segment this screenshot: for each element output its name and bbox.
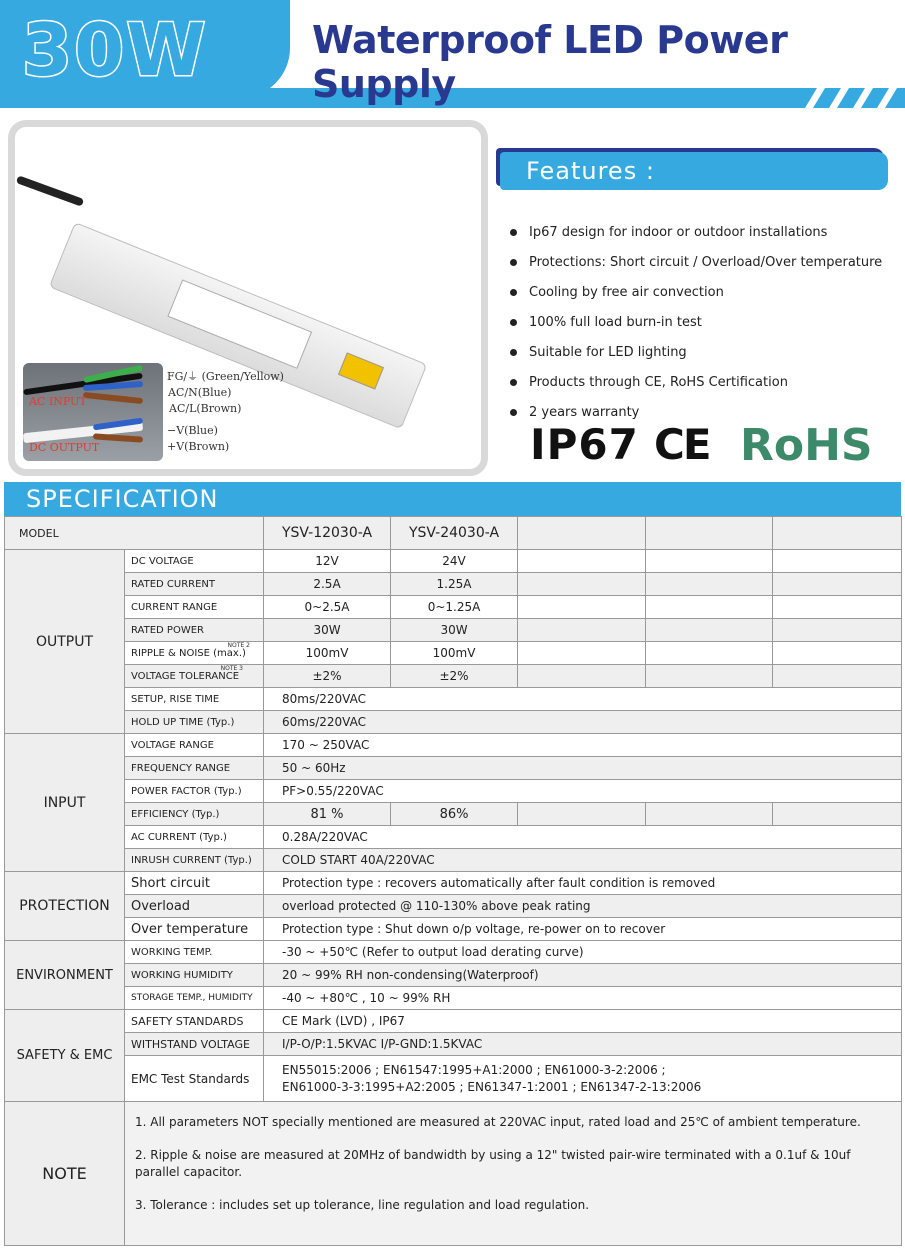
legend-ac-neutral: AC/N(Blue): [168, 386, 232, 399]
param-value: Protection type : recovers automatically after fault condition is removed: [264, 872, 902, 895]
empty-cell: [646, 665, 773, 688]
empty-cell: [518, 642, 646, 665]
param-label: DC VOLTAGE: [125, 550, 264, 573]
legend-dc-positive: +V(Brown): [167, 440, 230, 453]
dc-positive-wire-image: [93, 433, 143, 442]
psu-label-image: [167, 279, 312, 369]
live-wire-image: [83, 392, 143, 404]
param-value: [264, 1056, 902, 1102]
param-value: 30W: [391, 619, 518, 642]
param-value: 81 %: [264, 803, 391, 826]
param-label: RATED POWER: [125, 619, 264, 642]
table-row: [5, 1010, 902, 1033]
safety-group-label: SAFETY & EMC: [5, 1010, 125, 1102]
features-tab: [500, 152, 888, 190]
table-row: [5, 918, 902, 941]
table-row: [5, 849, 902, 872]
param-value: COLD START 40A/220VAC: [264, 849, 902, 872]
specification-title: SPECIFICATION: [26, 485, 219, 513]
table-row: [5, 665, 902, 688]
empty-cell: [646, 619, 773, 642]
header: [0, 0, 905, 110]
param-label: EFFICIENCY (Typ.): [125, 803, 264, 826]
param-label: STORAGE TEMP., HUMIDITY: [125, 987, 264, 1010]
output-group-label: OUTPUT: [5, 550, 125, 734]
param-value: 80ms/220VAC: [264, 688, 902, 711]
param-value: overload protected @ 110-130% above peak rating: [264, 895, 902, 918]
param-value: -30 ~ +50℃ (Refer to output load derating curve): [264, 941, 902, 964]
empty-cell: [518, 550, 646, 573]
empty-cell: [646, 517, 773, 550]
param-label: WITHSTAND VOLTAGE: [125, 1033, 264, 1056]
feature-item: Products through CE, RoHS Certification: [508, 368, 898, 398]
param-label: FREQUENCY RANGE: [125, 757, 264, 780]
empty-cell: [518, 573, 646, 596]
empty-cell: [773, 803, 902, 826]
empty-cell: [773, 517, 902, 550]
param-label: Over temperature: [125, 918, 264, 941]
empty-cell: [518, 665, 646, 688]
table-row: [5, 550, 902, 573]
param-label: SAFETY STANDARDS: [125, 1010, 264, 1033]
dc-output-label: DC OUTPUT: [29, 441, 100, 454]
protection-group-label: PROTECTION: [5, 872, 125, 941]
empty-cell: [518, 619, 646, 642]
param-value: 60ms/220VAC: [264, 711, 902, 734]
param-label: Overload: [125, 895, 264, 918]
note-group-label: NOTE: [5, 1102, 125, 1246]
feature-item: Ip67 design for indoor or outdoor installations: [508, 218, 898, 248]
param-value: 0~2.5A: [264, 596, 391, 619]
param-value: ±2%: [391, 665, 518, 688]
table-row: [5, 573, 902, 596]
empty-cell: [773, 550, 902, 573]
empty-cell: [773, 596, 902, 619]
empty-cell: [773, 619, 902, 642]
param-label: Short circuit: [125, 872, 264, 895]
emc-line: EN55015:2006 ; EN61547:1995+A1:2000 ; EN61000-3-2:2006 ;: [282, 1062, 666, 1077]
param-value: -40 ~ +80℃ , 10 ~ 99% RH: [264, 987, 902, 1010]
param-value: CE Mark (LVD) , IP67: [264, 1010, 902, 1033]
param-label: POWER FACTOR (Typ.): [125, 780, 264, 803]
specification-table: [4, 516, 902, 1246]
empty-cell: [773, 642, 902, 665]
rohs-logo: RoHS: [740, 420, 873, 471]
empty-cell: [518, 596, 646, 619]
emc-line: EN61000-3-3:1995+A2:2005 ; EN61347-1:2001 ; EN61347-2-13:2006: [282, 1079, 702, 1094]
product-image-panel: [8, 120, 488, 476]
note-item: 2. Ripple & noise are measured at 20MHz of bandwidth by using a 12" twisted pair-wire terminated with a 0.1uf & 10uf parallel capacitor.: [135, 1148, 851, 1179]
param-value: Protection type : Shut down o/p voltage, re-power on to recover: [264, 918, 902, 941]
param-value: 86%: [391, 803, 518, 826]
table-row: [5, 688, 902, 711]
model-value: YSV-24030-A: [391, 517, 518, 550]
empty-cell: [646, 573, 773, 596]
legend-ground: FG/⏚ (Green/Yellow): [167, 370, 284, 383]
wires-photo: [23, 363, 163, 461]
table-row: [5, 1056, 902, 1102]
param-value: 24V: [391, 550, 518, 573]
table-row: [5, 895, 902, 918]
empty-cell: [646, 803, 773, 826]
page-title: Waterproof LED Power Supply: [312, 18, 788, 106]
param-label: WORKING TEMP.: [125, 941, 264, 964]
table-row: [5, 619, 902, 642]
table-row: [5, 826, 902, 849]
features-title: Features :: [526, 157, 655, 185]
table-row: [5, 757, 902, 780]
param-label: WORKING HUMIDITY: [125, 964, 264, 987]
input-group-label: INPUT: [5, 734, 125, 872]
param-value: 100mV: [391, 642, 518, 665]
specification-header: [4, 482, 901, 516]
table-row: [5, 1033, 902, 1056]
note-item: 3. Tolerance : includes set up tolerance, line regulation and load regulation.: [135, 1198, 590, 1212]
param-value: 1.25A: [391, 573, 518, 596]
param-value: ±2%: [264, 665, 391, 688]
note-item: 1. All parameters NOT specially mentioned are measured at 220VAC input, rated load and 25℃ of ambient temperature.: [135, 1115, 861, 1129]
model-row: [5, 517, 902, 550]
param-value: 30W: [264, 619, 391, 642]
wattage-title: 30W: [22, 8, 208, 92]
feature-item: Protections: Short circuit / Overload/Over temperature: [508, 248, 898, 278]
ac-input-label: AC INPUT: [29, 395, 87, 408]
tolerance-label-text: VOLTAGE TOLERANCE: [131, 670, 240, 682]
param-value: 20 ~ 99% RH non-condensing(Waterproof): [264, 964, 902, 987]
feature-list: [508, 218, 898, 428]
feature-item: 100% full load burn-in test: [508, 308, 898, 338]
param-value: 100mV: [264, 642, 391, 665]
legend-ac-live: AC/L(Brown): [169, 402, 242, 415]
wire-legend: [167, 369, 284, 455]
param-label: [125, 642, 264, 665]
param-label: RATED CURRENT: [125, 573, 264, 596]
param-value: 0.28A/220VAC: [264, 826, 902, 849]
param-label: INRUSH CURRENT (Typ.): [125, 849, 264, 872]
empty-cell: [773, 573, 902, 596]
empty-cell: [646, 596, 773, 619]
ce-logo: CE: [654, 420, 710, 469]
warning-sticker-icon: [338, 352, 384, 389]
table-row: [5, 642, 902, 665]
note-tag: NOTE 3: [220, 664, 244, 672]
empty-cell: [646, 550, 773, 573]
model-value: YSV-12030-A: [264, 517, 391, 550]
param-value: 170 ~ 250VAC: [264, 734, 902, 757]
table-row: [5, 987, 902, 1010]
param-label: SETUP, RISE TIME: [125, 688, 264, 711]
param-label: CURRENT RANGE: [125, 596, 264, 619]
table-row: [5, 803, 902, 826]
param-label: EMC Test Standards: [125, 1056, 264, 1102]
model-label: MODEL: [5, 517, 264, 550]
empty-cell: [518, 803, 646, 826]
ripple-label-text: RIPPLE & NOISE (max.): [131, 647, 246, 659]
param-value: 12V: [264, 550, 391, 573]
table-row: [5, 734, 902, 757]
legend-dc-negative: −V(Blue): [167, 424, 218, 437]
note-content: [125, 1102, 902, 1246]
power-cable-image: [16, 175, 85, 206]
empty-cell: [518, 517, 646, 550]
stripes-decoration: [795, 88, 905, 108]
param-label: AC CURRENT (Typ.): [125, 826, 264, 849]
empty-cell: [773, 665, 902, 688]
table-row: [5, 964, 902, 987]
feature-item: Cooling by free air convection: [508, 278, 898, 308]
note-tag: NOTE 2: [227, 641, 250, 649]
ip67-logo: IP67: [530, 420, 639, 469]
feature-item: Suitable for LED lighting: [508, 338, 898, 368]
table-row: [5, 872, 902, 895]
table-row: [5, 711, 902, 734]
param-label: VOLTAGE RANGE: [125, 734, 264, 757]
table-row: [5, 941, 902, 964]
feature-item: 2 years warranty: [508, 398, 898, 428]
certification-logos: [530, 420, 890, 470]
param-value: 0~1.25A: [391, 596, 518, 619]
param-value: 2.5A: [264, 573, 391, 596]
param-value: 50 ~ 60Hz: [264, 757, 902, 780]
empty-cell: [646, 642, 773, 665]
table-row: [5, 1102, 902, 1246]
environment-group-label: ENVIRONMENT: [5, 941, 125, 1010]
param-label: [125, 665, 264, 688]
param-label: HOLD UP TIME (Typ.): [125, 711, 264, 734]
table-row: [5, 596, 902, 619]
param-value: PF>0.55/220VAC: [264, 780, 902, 803]
table-row: [5, 780, 902, 803]
param-value: I/P-O/P:1.5KVAC I/P-GND:1.5KVAC: [264, 1033, 902, 1056]
